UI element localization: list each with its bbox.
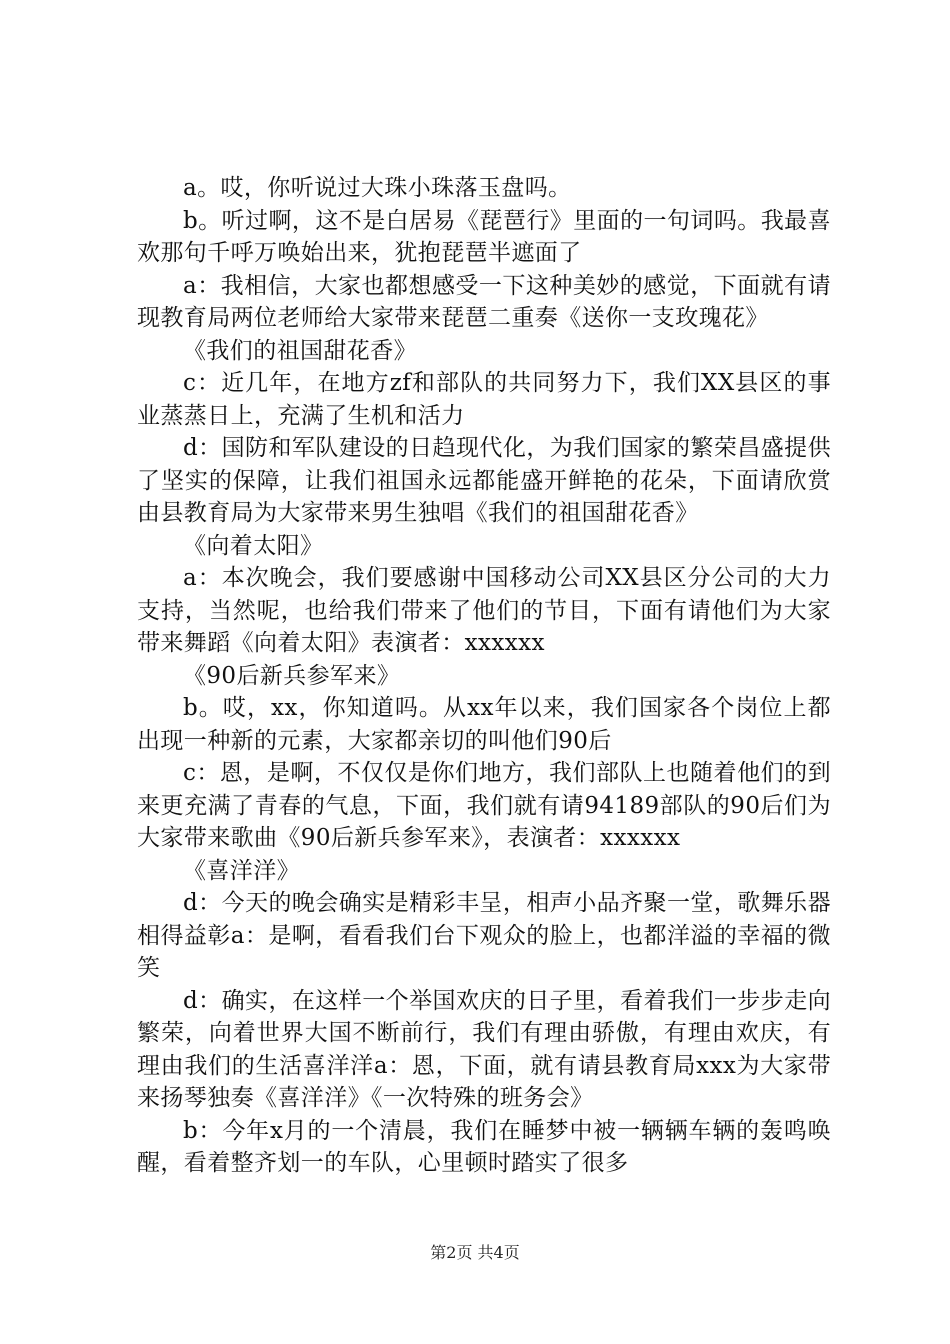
program-title-1: 《我们的祖国甜花香》 — [183, 337, 417, 364]
paragraph-9: d：今天的晚会确实是精彩丰呈，相声小品齐聚一堂，歌舞乐器相得益彰a：是啊，看看我们台下观众的脸上，也都洋溢的幸福的微笑 — [137, 890, 831, 981]
document-body — [137, 172, 831, 1180]
paragraph-11: b：今年x月的一个清晨，我们在睡梦中被一辆辆车辆的轰鸣唤醒，看着整齐划一的车队，心里顿时踏实了很多 — [137, 1117, 831, 1176]
program-title-4: 《喜洋洋》 — [183, 857, 300, 884]
paragraph-4: c：近几年，在地方zf和部队的共同努力下，我们XX县区的事业蒸蒸日上，充满了生机和活力 — [137, 370, 831, 429]
program-title-2: 《向着太阳》 — [183, 532, 324, 559]
paragraph-8: c：恩，是啊，不仅仅是你们地方，我们部队上也随着他们的到来更充满了青春的气息，下面，我们就有请94189部队的90后们为大家带来歌曲《90后新兵参军来》，表演者：xxxxxx — [137, 760, 831, 851]
paragraph-1: a。哎，你听说过大珠小珠落玉盘吗。 — [183, 175, 572, 201]
paragraph-5: d：国防和军队建设的日趋现代化，为我们国家的繁荣昌盛提供了坚实的保障，让我们祖国永远都能盛开鲜艳的花朵，下面请欣赏由县教育局为大家带来男生独唱《我们的祖国甜花香》 — [137, 435, 831, 526]
page-footer: 第2页 共4页 — [430, 1243, 520, 1262]
paragraph-3: a：我相信，大家也都想感受一下这种美妙的感觉，下面就有请现教育局两位老师给大家带来琵琶二重奏《送你一支玫瑰花》 — [137, 272, 831, 331]
program-title-3: 《90后新兵参军来》 — [183, 662, 401, 689]
paragraph-7: b。哎，xx，你知道吗。从xx年以来，我们国家各个岗位上都出现一种新的元素，大家都亲切的叫他们90后 — [137, 695, 831, 754]
paragraph-6: a：本次晚会，我们要感谢中国移动公司XX县区分公司的大力支持，当然呢，也给我们带来了他们的节目，下面有请他们为大家带来舞蹈《向着太阳》表演者：xxxxxx — [137, 565, 831, 656]
paragraph-10: d：确实，在这样一个举国欢庆的日子里，看着我们一步步走向繁荣，向着世界大国不断前行，我们有理由骄傲，有理由欢庆，有理由我们的生活喜洋洋a：恩，下面，就有请县教育局xxx为大家带来扬琴独奏《喜洋洋》《一次特殊的班务会》 — [137, 987, 831, 1111]
paragraph-2: b。听过啊，这不是白居易《琵琶行》里面的一句词吗。我最喜欢那句千呼万唤始出来，犹抱琵琶半遮面了 — [137, 207, 831, 266]
